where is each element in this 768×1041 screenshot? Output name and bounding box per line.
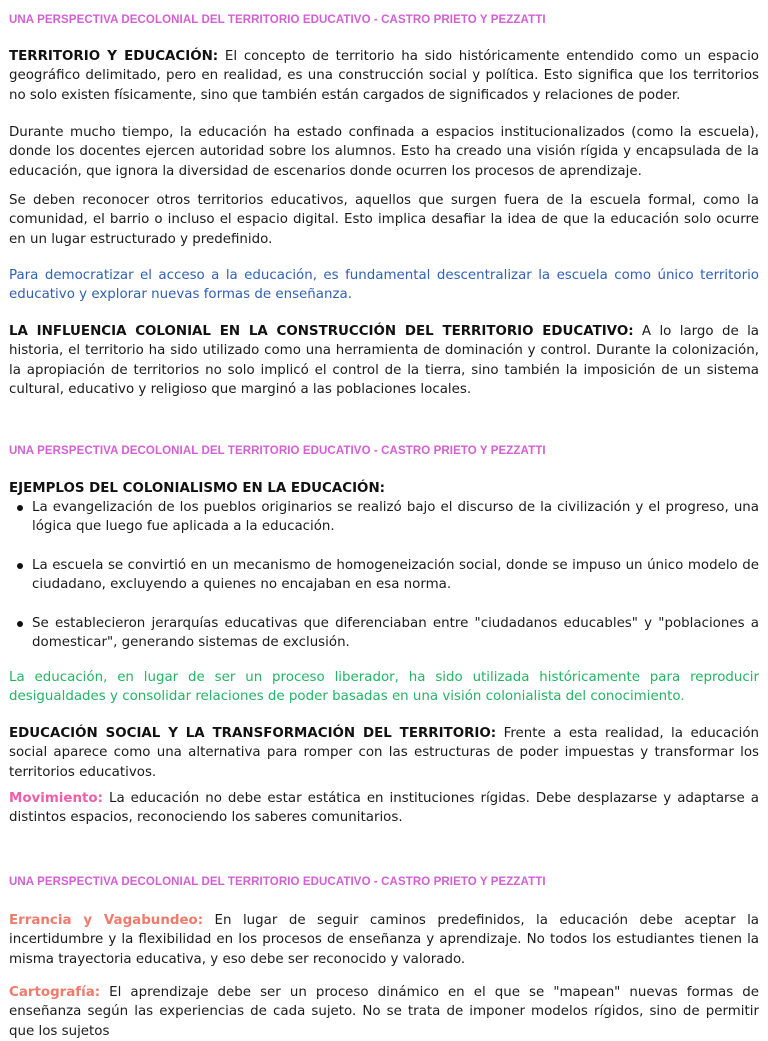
paragraph-text: El concepto de territorio ha sido históricamente entendido como un espacio geográfico delimitado, pero en realidad, es una construcción social y política. Esto significa que los territorios no solo existen físicamente, sino que también están cargados de significados y relaciones de poder. [9, 49, 759, 103]
section-label: TERRITORIO Y EDUCACIÓN: [9, 49, 219, 64]
paragraph-confinamiento: Durante mucho tiempo, la educación ha estado confinada a espacios institucionalizados (como la escuela), donde los docentes ejercen autoridad sobre los alumnos. Esto ha creado una visión rígida y encapsulada de la educación, que ignora la diversidad de escenarios donde ocurren los procesos de aprendizaje. [9, 125, 759, 179]
term-label: Movimiento: [9, 791, 103, 806]
paragraph-educacion-social [9, 724, 759, 782]
list-item: Se establecieron jerarquías educativas que diferenciaban entre "ciudadanos educables" y "poblaciones a domesticar", generando sistemas de exclusión. [9, 614, 759, 653]
paragraph-text: El aprendizaje debe ser un proceso dinámico en el que se "mapean" nuevas formas de enseñanza según las experiencias de cada sujeto. No se trata de imponer modelos rígidos, sino de permitir que los sujetos [9, 985, 759, 1039]
running-header: UNA PERSPECTIVA DECOLONIAL DEL TERRITORIO EDUCATIVO - CASTRO PRIETO Y PEZZATTI [9, 445, 546, 457]
term-label: Errancia y Vagabundeo: [9, 913, 204, 928]
paragraph-errancia [9, 911, 759, 969]
paragraph-territorio-educacion [9, 47, 759, 105]
paragraph-cartografia [9, 983, 759, 1041]
highlight-educacion-liberador: La educación, en lugar de ser un proceso liberador, ha sido utilizada históricamente para reproducir desigualdades y consolidar relaciones de poder basadas en una visión colonialista del conocimiento. [9, 670, 759, 705]
list-item: La escuela se convirtió en un mecanismo de homogeneización social, donde se impuso un único modelo de ciudadano, excluyendo a quienes no encajaban en esa norma. [9, 556, 759, 595]
paragraph-movimiento [9, 789, 759, 828]
bullet-icon [17, 505, 23, 511]
paragraph-text: En lugar de seguir caminos predefinidos, la educación debe aceptar la incertidumbre y la flexibilidad en los procesos de enseñanza y aprendizaje. No todos los estudiantes tienen la misma trayectoria educativa, y eso debe ser reconocido y valorado. [9, 913, 759, 967]
list-item: La evangelización de los pueblos originarios se realizó bajo el discurso de la civilización y el progreso, una lógica que luego fue aplicada a la educación. [9, 498, 759, 537]
paragraph-text: A lo largo de la historia, el territorio ha sido utilizado como una herramienta de dominación y control. Durante la colonización, la apropiación de territorios no solo implicó el control de la tierra, sino también la imposición de un sistema cultural, educativo y religioso que marginó a las poblaciones locales. [9, 324, 759, 397]
bullet-icon [17, 621, 23, 627]
section-label: EDUCACIÓN SOCIAL Y LA TRANSFORMACIÓN DEL TERRITORIO: [9, 726, 497, 741]
paragraph-text: La educación no debe estar estática en instituciones rígidas. Debe desplazarse y adaptarse a distintos espacios, reconociendo los saberes comunitarios. [9, 791, 759, 826]
section-heading-ejemplos: EJEMPLOS DEL COLONIALISMO EN LA EDUCACIÓN: [9, 481, 386, 496]
paragraph-otros-territorios: Se deben reconocer otros territorios educativos, aquellos que surgen fuera de la escuela formal, como la comunidad, el barrio o incluso el espacio digital. Esto implica desafiar la idea de que la educación solo ocurre en un lugar estructurado y predefinido. [9, 193, 759, 247]
term-label: Cartografía: [9, 985, 101, 1000]
running-header: UNA PERSPECTIVA DECOLONIAL DEL TERRITORIO EDUCATIVO - CASTRO PRIETO Y PEZZATTI [9, 876, 546, 888]
running-header: UNA PERSPECTIVA DECOLONIAL DEL TERRITORIO EDUCATIVO - CASTRO PRIETO Y PEZZATTI [9, 14, 546, 26]
paragraph-influencia-colonial [9, 322, 759, 399]
bullet-icon [17, 563, 23, 569]
section-label: LA INFLUENCIA COLONIAL EN LA CONSTRUCCIÓN DEL TERRITORIO EDUCATIVO: [9, 324, 634, 339]
paragraph-text: Frente a esta realidad, la educación social aparece como una alternativa para romper con las estructuras de poder impuestas y transformar los territorios educativos. [9, 726, 760, 780]
highlight-democratizar: Para democratizar el acceso a la educación, es fundamental descentralizar la escuela como único territorio educativo y explorar nuevas formas de enseñanza. [9, 268, 759, 303]
